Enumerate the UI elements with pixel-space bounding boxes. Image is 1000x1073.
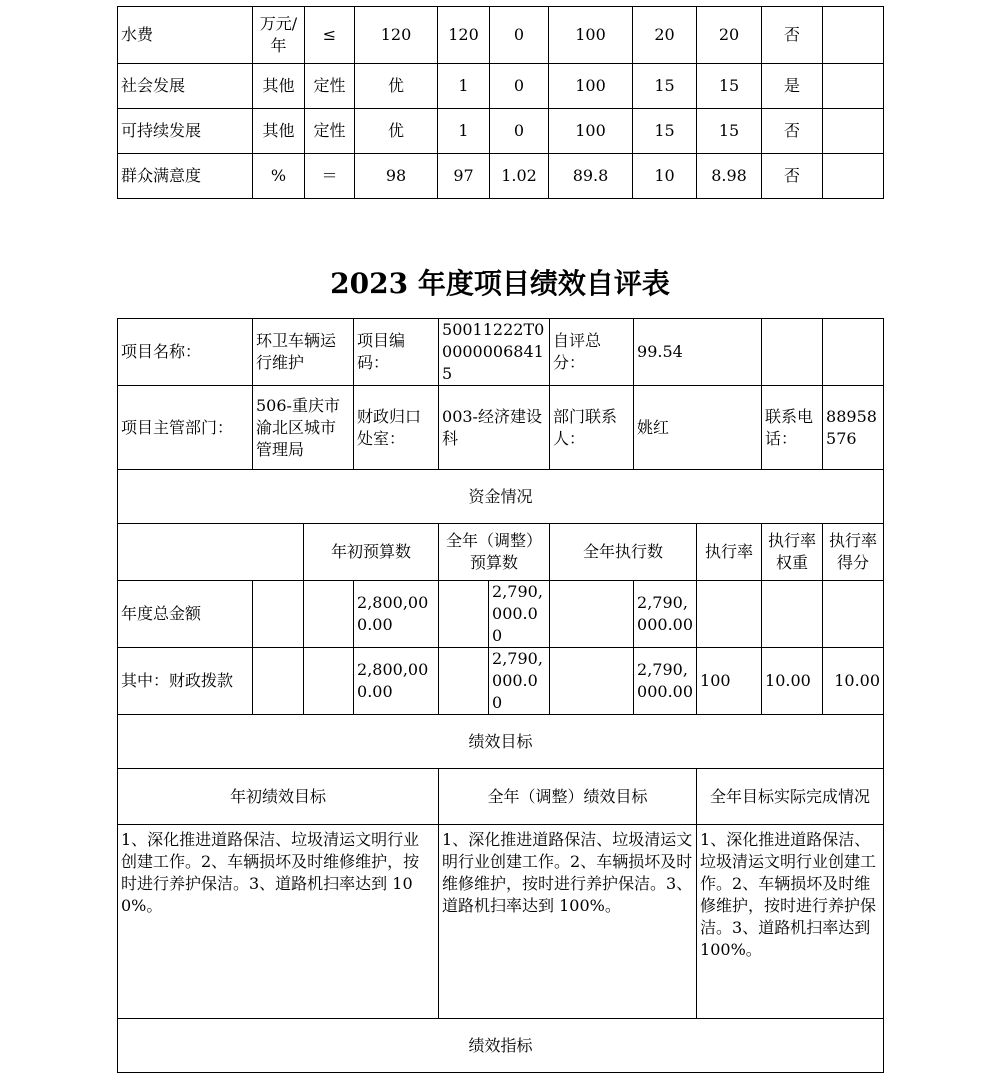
indicator-actual: 97 (438, 154, 490, 199)
finance-value: 003-经济建设科 (439, 386, 550, 470)
indicator-weight: 20 (633, 7, 697, 64)
contact-value: 姚红 (634, 386, 762, 470)
indicator-rate: 100 (549, 109, 633, 154)
total-initial-value: 2,800,000.00 (354, 581, 439, 648)
fiscal-adjusted-value: 2,790,000.00 (489, 648, 550, 715)
phone-value: 88958576 (823, 386, 884, 470)
indicator-score: 15 (697, 64, 762, 109)
indicator-rate: 89.8 (549, 154, 633, 199)
indicator-unit: % (253, 154, 305, 199)
indicator-rate: 100 (549, 7, 633, 64)
indicator-flag: 否 (762, 7, 823, 64)
indicator-score: 8.98 (697, 154, 762, 199)
indicator-note (823, 7, 884, 64)
self-score-label: 自评总分： (550, 319, 634, 386)
total-adjusted-value: 2,790,000.00 (489, 581, 550, 648)
project-name-value: 环卫车辆运行维护 (253, 319, 354, 386)
blank-cell (253, 581, 304, 648)
indicator-target: 优 (355, 64, 438, 109)
indicators-section-title: 绩效指标 (118, 1019, 884, 1073)
self-evaluation-table (117, 318, 884, 1073)
blank-cell (823, 581, 884, 648)
table-row (118, 524, 884, 581)
blank-cell (550, 581, 634, 648)
actual-completion-text: 1、深化推进道路保洁、垃圾清运文明行业创建工作。2、车辆损坏及时维修维护，按时进行养护保洁。3、道路机扫率达到 100%。 (697, 825, 884, 1019)
fiscal-rate-weight: 10.00 (762, 648, 823, 715)
indicator-flag: 否 (762, 109, 823, 154)
blank-cell (550, 648, 634, 715)
indicator-deviation: 0 (490, 64, 549, 109)
dept-value: 506-重庆市渝北区城市管理局 (253, 386, 354, 470)
project-name-label: 项目名称： (118, 319, 253, 386)
indicator-name: 社会发展 (118, 64, 253, 109)
self-score-value: 99.54 (634, 319, 762, 386)
table-row (118, 470, 884, 524)
table-row (118, 154, 884, 199)
table-row (118, 64, 884, 109)
indicator-weight: 10 (633, 154, 697, 199)
header-exec: 全年执行数 (550, 524, 697, 581)
indicator-operator: 定性 (305, 64, 355, 109)
indicator-weight: 15 (633, 64, 697, 109)
blank-cell (697, 581, 762, 648)
indicator-target: 98 (355, 154, 438, 199)
indicator-table-continued (117, 6, 884, 199)
indicator-target: 优 (355, 109, 438, 154)
goals-section-title: 绩效目标 (118, 715, 884, 769)
blank-cell (439, 648, 489, 715)
table-row (118, 715, 884, 769)
indicator-name: 群众满意度 (118, 154, 253, 199)
funds-section-title: 资金情况 (118, 470, 884, 524)
indicator-unit: 其他 (253, 64, 305, 109)
indicator-deviation: 0 (490, 109, 549, 154)
initial-goal-text: 1、深化推进道路保洁、垃圾清运文明行业创建工作。2、车辆损坏及时维修维护，按时进行养护保洁。3、道路机扫率达到 100%。 (118, 825, 439, 1019)
header-exec-rate: 执行率 (697, 524, 762, 581)
indicator-operator: 定性 (305, 109, 355, 154)
table-row (118, 648, 884, 715)
indicator-unit: 其他 (253, 109, 305, 154)
header-rate-score: 执行率得分 (823, 524, 884, 581)
project-code-value: 50011222T000000068415 (439, 319, 550, 386)
blank-cell (304, 648, 354, 715)
fiscal-initial-value: 2,800,000.00 (354, 648, 439, 715)
table-row (118, 319, 884, 386)
indicator-note (823, 64, 884, 109)
table-row (118, 1019, 884, 1073)
table-row (118, 7, 884, 64)
total-exec-value: 2,790,000.00 (634, 581, 697, 648)
header-adjusted-goal: 全年（调整）绩效目标 (439, 769, 697, 825)
indicator-actual: 1 (438, 109, 490, 154)
indicator-name: 可持续发展 (118, 109, 253, 154)
blank-cell (823, 319, 884, 386)
fiscal-label: 其中：财政拨款 (118, 648, 253, 715)
indicator-score: 20 (697, 7, 762, 64)
adjusted-goal-text: 1、深化推进道路保洁、垃圾清运文明行业创建工作。2、车辆损坏及时维修维护，按时进行养护保洁。3、道路机扫率达到 100%。 (439, 825, 697, 1019)
header-actual-completion: 全年目标实际完成情况 (697, 769, 884, 825)
header-initial-goal: 年初绩效目标 (118, 769, 439, 825)
page-title: 2023 年度项目绩效自评表 (330, 267, 670, 300)
indicator-name: 水费 (118, 7, 253, 64)
indicator-actual: 1 (438, 64, 490, 109)
table-row (118, 825, 884, 1019)
finance-label: 财政归口处室： (354, 386, 439, 470)
blank-cell (253, 648, 304, 715)
indicator-note (823, 109, 884, 154)
fiscal-exec-rate: 100 (697, 648, 762, 715)
table-row (118, 769, 884, 825)
table-row (118, 386, 884, 470)
dept-label: 项目主管部门： (118, 386, 253, 470)
table-row (118, 109, 884, 154)
blank-cell (304, 581, 354, 648)
project-code-label: 项目编码： (354, 319, 439, 386)
total-amount-label: 年度总金额 (118, 581, 253, 648)
indicator-actual: 120 (438, 7, 490, 64)
indicator-flag: 否 (762, 154, 823, 199)
phone-label: 联系电话： (762, 386, 823, 470)
blank-cell (118, 524, 304, 581)
indicator-score: 15 (697, 109, 762, 154)
blank-cell (762, 581, 823, 648)
indicator-weight: 15 (633, 109, 697, 154)
table-row (118, 581, 884, 648)
indicator-deviation: 0 (490, 7, 549, 64)
indicator-note (823, 154, 884, 199)
indicator-rate: 100 (549, 64, 633, 109)
header-initial-budget: 年初预算数 (304, 524, 439, 581)
fiscal-exec-value: 2,790,000.00 (634, 648, 697, 715)
contact-label: 部门联系人： (550, 386, 634, 470)
indicator-deviation: 1.02 (490, 154, 549, 199)
indicator-flag: 是 (762, 64, 823, 109)
blank-cell (439, 581, 489, 648)
indicator-unit: 万元/年 (253, 7, 305, 64)
indicator-operator: ＝ (305, 154, 355, 199)
fiscal-rate-score: 10.00 (823, 648, 884, 715)
indicator-operator: ≤ (305, 7, 355, 64)
indicator-target: 120 (355, 7, 438, 64)
header-adjusted-budget: 全年（调整）预算数 (439, 524, 550, 581)
header-rate-weight: 执行率权重 (762, 524, 823, 581)
blank-cell (762, 319, 823, 386)
